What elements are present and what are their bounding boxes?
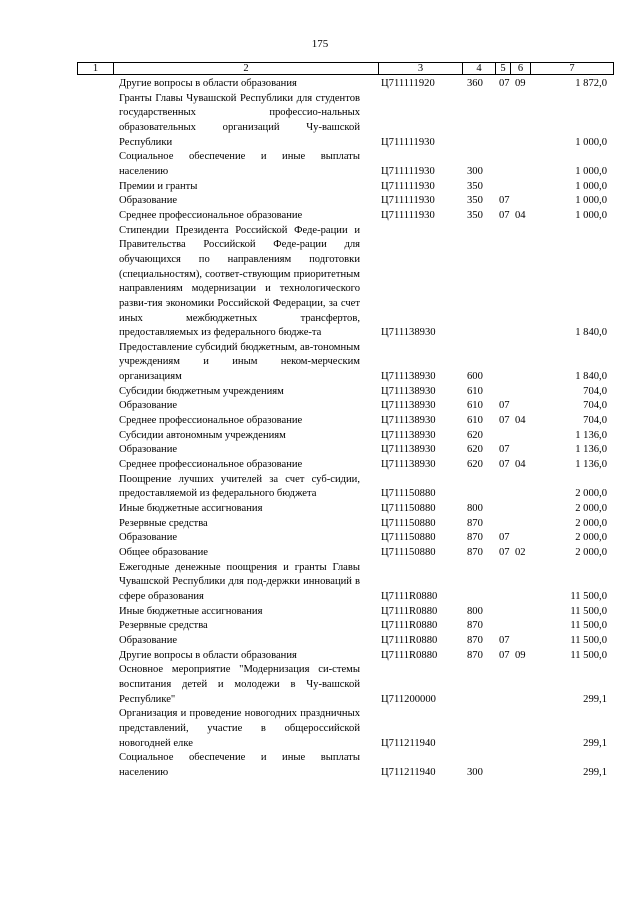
row-section: 07 bbox=[499, 415, 510, 427]
row-code: Ц7111R0880 bbox=[381, 649, 438, 661]
row-amount: 704,0 bbox=[583, 400, 607, 412]
table-row bbox=[0, 561, 640, 605]
header-col-2: 2 bbox=[114, 63, 379, 74]
row-name: Стипендии Президента Российской Феде-рации и Правительства Российской Феде-рации для обучающихся по направлениям подготовки (специальностям), соответ-ствующим приоритетным направлениям модернизации и технологического разви-тия экономики Российской Федерации, за счет иных межбюджетных трансфертов, предоставляемых из федерального бюдже-та bbox=[119, 224, 360, 339]
table-row bbox=[0, 150, 640, 179]
table-row bbox=[0, 649, 640, 664]
row-amount: 11 500,0 bbox=[570, 605, 607, 617]
table-row bbox=[0, 458, 640, 473]
row-expense-type: 610 bbox=[467, 415, 483, 427]
row-amount: 299,1 bbox=[583, 737, 607, 749]
table-row bbox=[0, 751, 640, 780]
row-code: Ц711138930 bbox=[381, 415, 436, 427]
row-name: Социальное обеспечение и иные выплаты населению bbox=[119, 151, 360, 177]
row-code: Ц711211940 bbox=[381, 766, 436, 778]
row-code: Ц711138930 bbox=[381, 459, 436, 471]
table-row bbox=[0, 92, 640, 151]
row-code: Ц711111920 bbox=[381, 78, 435, 89]
row-subsection: 02 bbox=[515, 547, 526, 558]
row-name: Иные бюджетные ассигнования bbox=[119, 605, 263, 617]
table-row bbox=[0, 517, 640, 532]
row-code: Ц711200000 bbox=[381, 693, 436, 705]
row-amount: 704,0 bbox=[583, 415, 607, 427]
row-name: Общее образование bbox=[119, 547, 208, 558]
row-amount: 704,0 bbox=[583, 385, 607, 397]
row-section: 07 bbox=[499, 195, 510, 207]
row-name: Ежегодные денежные поощрения и гранты Главы Чувашской Республики для под-держки инноваций в сфере образования bbox=[119, 561, 360, 602]
row-expense-type: 800 bbox=[467, 503, 483, 515]
row-amount: 11 500,0 bbox=[570, 634, 607, 646]
row-name: Образование bbox=[119, 195, 178, 207]
header-col-4: 4 bbox=[463, 63, 496, 74]
row-expense-type: 870 bbox=[467, 517, 483, 529]
row-name: Среднее профессиональное образование bbox=[119, 209, 303, 221]
row-section: 07 bbox=[499, 634, 510, 646]
row-name: Субсидии автономным учреждениям bbox=[119, 429, 286, 441]
table-row bbox=[0, 546, 640, 561]
row-subsection: 04 bbox=[515, 415, 526, 427]
row-code: Ц711138930 bbox=[381, 444, 436, 456]
row-expense-type: 800 bbox=[467, 605, 483, 617]
row-subsection: 09 bbox=[515, 649, 526, 661]
row-expense-type: 600 bbox=[467, 371, 483, 383]
row-amount: 1 840,0 bbox=[575, 371, 607, 383]
row-amount: 299,1 bbox=[583, 766, 607, 778]
row-section: 07 bbox=[499, 444, 510, 456]
row-code: Ц711111930 bbox=[381, 136, 435, 148]
table-row bbox=[0, 194, 640, 209]
table-row bbox=[0, 707, 640, 751]
table-row bbox=[0, 443, 640, 458]
row-expense-type: 610 bbox=[467, 400, 483, 412]
header-col-7: 7 bbox=[569, 63, 575, 74]
row-name: Резервные средства bbox=[119, 517, 208, 529]
row-code: Ц711150880 bbox=[381, 532, 436, 544]
row-name: Предоставление субсидий бюджетным, ав-тономным учреждениям и иным неком-мерческим организациям bbox=[119, 341, 360, 383]
row-name: Образование bbox=[119, 532, 178, 544]
row-name: Образование bbox=[119, 634, 178, 646]
header-col-1: 1 bbox=[78, 63, 114, 74]
row-name: Гранты Главы Чувашской Республики для студентов государственных профессио-нальных образовательных организаций Чу-вашской Республики bbox=[119, 92, 360, 148]
table-row bbox=[0, 180, 640, 195]
row-code: Ц711150880 bbox=[381, 503, 436, 515]
table-row bbox=[0, 77, 640, 92]
row-amount: 1 000,0 bbox=[575, 195, 607, 207]
table-row bbox=[0, 385, 640, 400]
row-code: Ц711138930 bbox=[381, 371, 436, 383]
row-amount: 11 500,0 bbox=[570, 620, 607, 632]
row-expense-type: 620 bbox=[467, 444, 483, 456]
header-col-5: 5 bbox=[496, 63, 511, 74]
row-name: Другие вопросы в области образования bbox=[119, 78, 297, 89]
row-expense-type: 620 bbox=[467, 429, 483, 441]
row-expense-type: 350 bbox=[467, 209, 483, 221]
row-subsection: 09 bbox=[515, 78, 526, 89]
row-name: Основное мероприятие "Модернизация си-стемы воспитания детей и молодежи в Чу-вашской Республике" bbox=[119, 664, 360, 705]
row-name: Поощрение лучших учителей за счет суб-сидии, предоставляемой из федерального бюджета bbox=[119, 473, 360, 500]
table-row bbox=[0, 429, 640, 444]
row-section: 07 bbox=[499, 400, 510, 412]
row-name: Образование bbox=[119, 444, 178, 456]
row-amount: 2 000,0 bbox=[575, 532, 607, 544]
row-code: Ц711138930 bbox=[381, 327, 436, 339]
row-section: 07 bbox=[499, 459, 510, 471]
row-amount: 2 000,0 bbox=[575, 503, 607, 515]
row-code: Ц711150880 bbox=[381, 547, 436, 558]
table-row bbox=[0, 605, 640, 620]
row-amount: 11 500,0 bbox=[570, 649, 607, 661]
row-amount: 1 000,0 bbox=[575, 180, 607, 192]
row-code: Ц7111R0880 bbox=[381, 605, 438, 617]
row-code: Ц711150880 bbox=[381, 517, 436, 529]
row-code: Ц7111R0880 bbox=[381, 620, 438, 632]
row-expense-type: 360 bbox=[467, 78, 483, 89]
table-row bbox=[0, 209, 640, 224]
table-row bbox=[0, 341, 640, 385]
row-expense-type: 870 bbox=[467, 620, 483, 632]
row-amount: 2 000,0 bbox=[575, 547, 607, 558]
table-row bbox=[0, 531, 640, 546]
row-code: Ц7111R0880 bbox=[381, 590, 438, 602]
table-row bbox=[0, 399, 640, 414]
row-name: Организация и проведение новогодних праздничных представлений, участие в общероссийской новогодней елке bbox=[119, 708, 360, 749]
table-row bbox=[0, 663, 640, 707]
row-name: Иные бюджетные ассигнования bbox=[119, 503, 263, 515]
row-code: Ц711111930 bbox=[381, 165, 435, 177]
row-amount: 1 000,0 bbox=[575, 165, 607, 177]
table-row bbox=[0, 502, 640, 517]
row-name: Резервные средства bbox=[119, 620, 208, 632]
table-row bbox=[0, 224, 640, 341]
row-amount: 1 000,0 bbox=[575, 136, 607, 148]
row-name: Социальное обеспечение и иные выплаты населению bbox=[119, 752, 360, 778]
row-expense-type: 870 bbox=[467, 649, 483, 661]
row-expense-type: 350 bbox=[467, 180, 483, 192]
row-amount: 299,1 bbox=[583, 693, 607, 705]
row-amount: 11 500,0 bbox=[570, 590, 607, 602]
row-section: 07 bbox=[499, 78, 510, 89]
row-name: Субсидии бюджетным учреждениям bbox=[119, 385, 284, 397]
row-code: Ц711111930 bbox=[381, 180, 435, 192]
row-expense-type: 870 bbox=[467, 634, 483, 646]
table-row bbox=[0, 619, 640, 634]
row-amount: 1 136,0 bbox=[575, 429, 607, 441]
row-amount: 1 840,0 bbox=[575, 327, 607, 339]
page-number: 175 bbox=[311, 38, 329, 50]
table-row bbox=[0, 414, 640, 429]
row-section: 07 bbox=[499, 649, 510, 661]
row-expense-type: 350 bbox=[467, 195, 483, 207]
row-code: Ц711111930 bbox=[381, 209, 435, 221]
row-name: Образование bbox=[119, 400, 178, 412]
row-expense-type: 300 bbox=[467, 766, 483, 778]
row-code: Ц711138930 bbox=[381, 385, 436, 397]
row-code: Ц711138930 bbox=[381, 429, 436, 441]
table-row bbox=[0, 634, 640, 649]
row-expense-type: 870 bbox=[467, 532, 483, 544]
table-header bbox=[77, 62, 614, 75]
row-code: Ц711111930 bbox=[381, 195, 435, 207]
row-code: Ц7111R0880 bbox=[381, 634, 438, 646]
header-col-3: 3 bbox=[379, 63, 463, 74]
row-expense-type: 870 bbox=[467, 547, 483, 558]
row-name: Премии и гранты bbox=[119, 180, 198, 192]
row-amount: 1 000,0 bbox=[575, 209, 607, 221]
table-row bbox=[0, 473, 640, 502]
row-code: Ц711150880 bbox=[381, 488, 436, 500]
row-name: Среднее профессиональное образование bbox=[119, 415, 303, 427]
row-expense-type: 610 bbox=[467, 385, 483, 397]
row-code: Ц711138930 bbox=[381, 400, 436, 412]
row-subsection: 04 bbox=[515, 209, 526, 221]
row-subsection: 04 bbox=[515, 459, 526, 471]
row-section: 07 bbox=[499, 547, 510, 558]
row-section: 07 bbox=[499, 209, 510, 221]
header-col-6: 6 bbox=[511, 63, 531, 74]
row-amount: 1 136,0 bbox=[575, 459, 607, 471]
row-name: Среднее профессиональное образование bbox=[119, 459, 303, 471]
row-amount: 1 872,0 bbox=[575, 78, 607, 89]
table-body bbox=[0, 77, 640, 781]
row-amount: 1 136,0 bbox=[575, 444, 607, 456]
row-expense-type: 300 bbox=[467, 165, 483, 177]
row-expense-type: 620 bbox=[467, 459, 483, 471]
row-code: Ц711211940 bbox=[381, 737, 436, 749]
row-amount: 2 000,0 bbox=[575, 488, 607, 500]
row-name: Другие вопросы в области образования bbox=[119, 649, 297, 661]
row-amount: 2 000,0 bbox=[575, 517, 607, 529]
row-section: 07 bbox=[499, 532, 510, 544]
